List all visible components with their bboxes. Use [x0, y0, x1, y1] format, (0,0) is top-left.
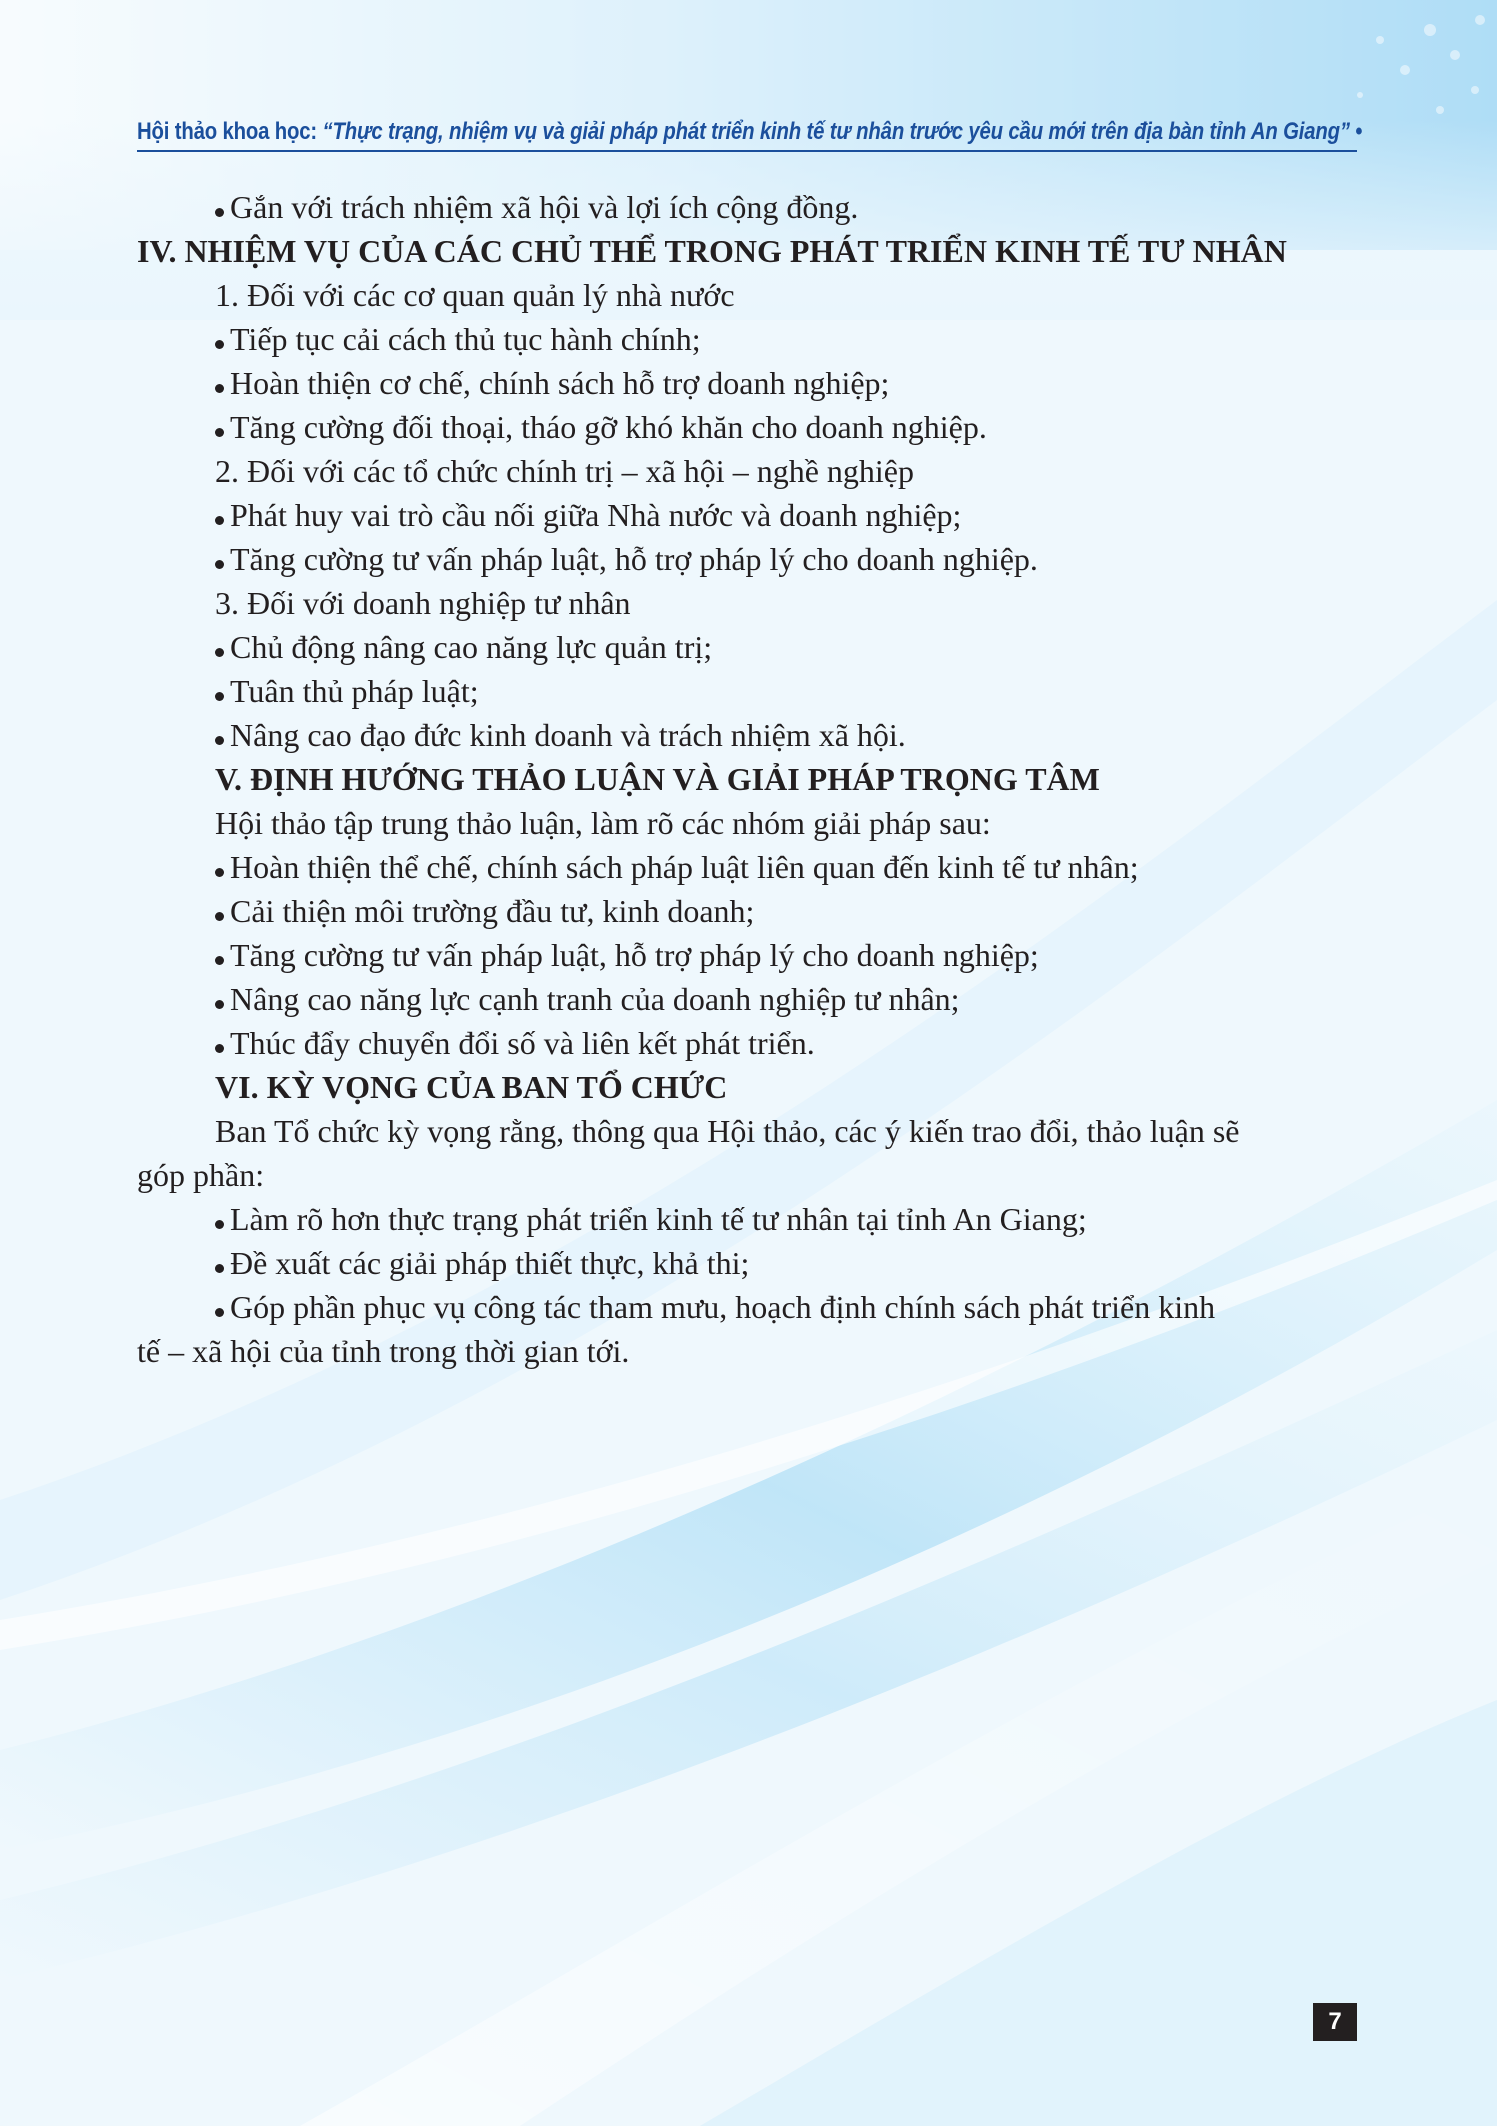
bullet-icon: [215, 428, 224, 437]
section-heading-iv: IV. NHIỆM VỤ CỦA CÁC CHỦ THỂ TRONG PHÁT TRIỂN KINH TẾ TƯ NHÂN: [137, 233, 1287, 269]
list-item: Tiếp tục cải cách thủ tục hành chính;: [137, 317, 1357, 361]
list-item: Phát huy vai trò cầu nối giữa Nhà nước và doanh nghiệp;: [137, 493, 1357, 537]
list-item: Thúc đẩy chuyển đổi số và liên kết phát triển.: [137, 1021, 1357, 1065]
bullet-icon: [215, 1220, 224, 1229]
section-heading-vi: VI. KỲ VỌNG CỦA BAN TỔ CHỨC: [215, 1069, 728, 1105]
paragraph-vi-line-1: Ban Tổ chức kỳ vọng rằng, thông qua Hội thảo, các ý kiến trao đổi, thảo luận sẽ: [215, 1113, 1240, 1149]
paragraph-vi-line-2: góp phần:: [137, 1157, 265, 1193]
list-item: Nâng cao đạo đức kinh doanh và trách nhiệm xã hội.: [137, 713, 1357, 757]
list-item-continuation: tế – xã hội của tỉnh trong thời gian tới.: [137, 1333, 630, 1369]
subsection-title-1: 1. Đối với các cơ quan quản lý nhà nước: [215, 277, 735, 313]
bullet-icon: [215, 384, 224, 393]
bullet-icon: [215, 516, 224, 525]
list-item: Gắn với trách nhiệm xã hội và lợi ích cộng đồng.: [137, 185, 1357, 229]
bullet-icon: [215, 1000, 224, 1009]
list-item: Làm rõ hơn thực trạng phát triển kinh tế tư nhân tại tỉnh An Giang;: [137, 1197, 1357, 1241]
bullet-icon: [215, 208, 224, 217]
list-item: Hoàn thiện thể chế, chính sách pháp luật liên quan đến kinh tế tư nhân;: [137, 845, 1357, 889]
header-rule: [137, 150, 1357, 152]
subsection-title-3: 3. Đối với doanh nghiệp tư nhân: [215, 585, 631, 621]
list-item: Tăng cường tư vấn pháp luật, hỗ trợ pháp lý cho doanh nghiệp;: [137, 933, 1357, 977]
page-number: 7: [1313, 2003, 1357, 2041]
list-item: Chủ động nâng cao năng lực quản trị;: [137, 625, 1357, 669]
bullet-icon: [215, 1264, 224, 1273]
list-item: Góp phần phục vụ công tác tham mưu, hoạch định chính sách phát triển kinh: [137, 1285, 1357, 1329]
bullet-icon: [215, 736, 224, 745]
bullet-icon: [215, 912, 224, 921]
bullet-icon: [215, 956, 224, 965]
bullet-icon: [215, 868, 224, 877]
list-item: Hoàn thiện cơ chế, chính sách hỗ trợ doanh nghiệp;: [137, 361, 1357, 405]
list-item: Nâng cao năng lực cạnh tranh của doanh nghiệp tư nhân;: [137, 977, 1357, 1021]
list-item: Cải thiện môi trường đầu tư, kinh doanh;: [137, 889, 1357, 933]
header-label: Hội thảo khoa học:: [137, 118, 323, 145]
section-heading-v: V. ĐỊNH HƯỚNG THẢO LUẬN VÀ GIẢI PHÁP TRỌNG TÂM: [215, 761, 1100, 797]
paragraph-intro-v: Hội thảo tập trung thảo luận, làm rõ các nhóm giải pháp sau:: [215, 805, 991, 841]
bullet-icon: [215, 1044, 224, 1053]
list-item: Đề xuất các giải pháp thiết thực, khả thi;: [137, 1241, 1357, 1285]
bullet-icon: [215, 1308, 224, 1317]
list-item: Tăng cường tư vấn pháp luật, hỗ trợ pháp lý cho doanh nghiệp.: [137, 537, 1357, 581]
list-item: Tuân thủ pháp luật;: [137, 669, 1357, 713]
running-header: [137, 118, 1363, 146]
bullet-icon: [215, 692, 224, 701]
subsection-title-2: 2. Đối với các tổ chức chính trị – xã hội – nghề nghiệp: [215, 453, 914, 489]
main-content: [137, 185, 1357, 1373]
list-item: Tăng cường đối thoại, tháo gỡ khó khăn cho doanh nghiệp.: [137, 405, 1357, 449]
header-title: “Thực trạng, nhiệm vụ và giải pháp phát triển kinh tế tư nhân trước yêu cầu mới trên địa bàn tỉnh An Giang”: [322, 118, 1350, 145]
header-marker: •: [1349, 118, 1363, 145]
bullet-icon: [215, 340, 224, 349]
bullet-icon: [215, 648, 224, 657]
bullet-icon: [215, 560, 224, 569]
